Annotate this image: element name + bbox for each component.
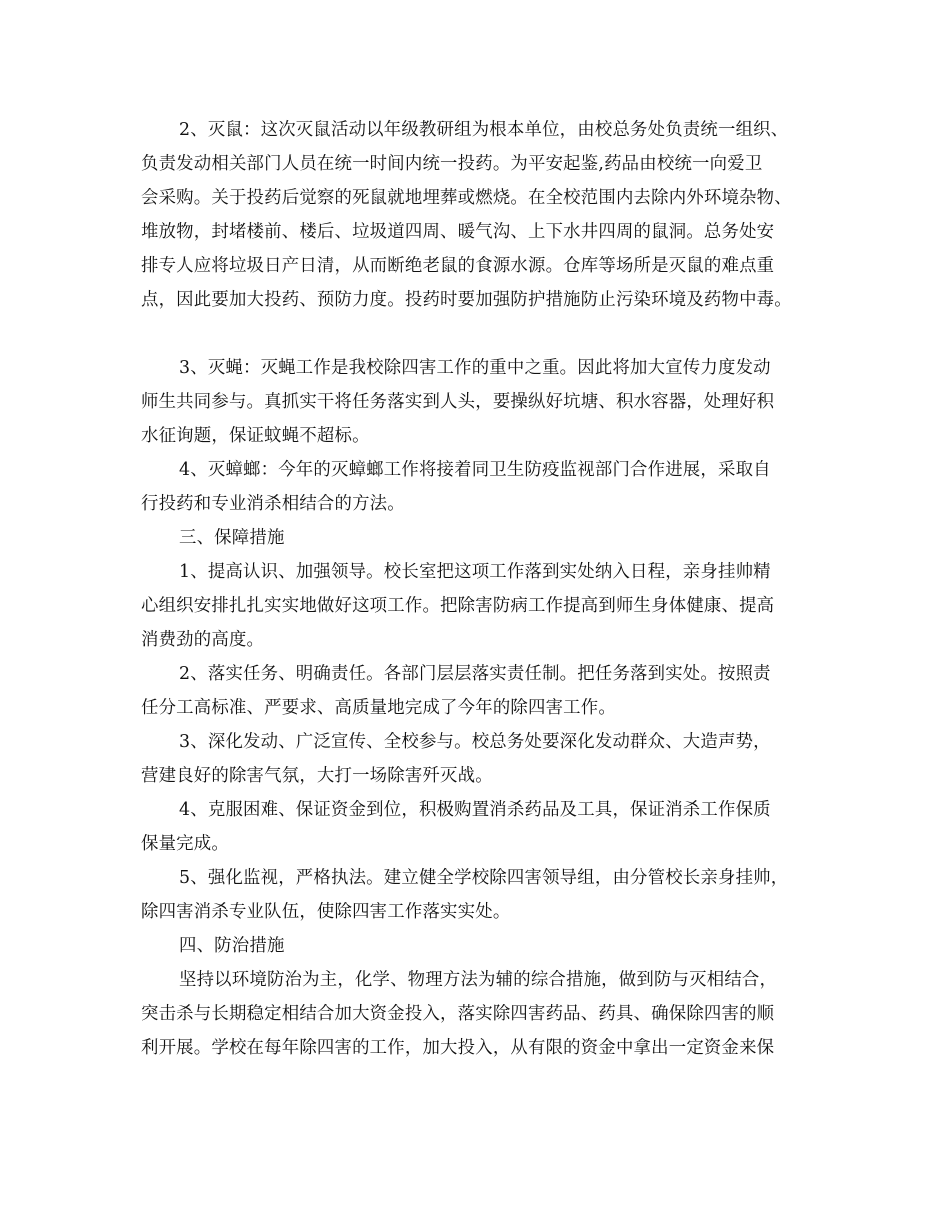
text-line: 营建良好的除害气氛，大打一场除害歼灭战。 <box>141 766 493 786</box>
text-line: 4、克服困难、保证资金到位，积极购置消杀药品及工具，保证消杀工作保质 <box>179 800 771 820</box>
section-heading: 三、保障措施 <box>179 528 285 548</box>
text-line: 保量完成。 <box>141 834 229 854</box>
text-line: 点，因此要加大投药、预防力度。投药时要加强防护措施防止污染环境及药物中毒。 <box>141 290 792 310</box>
text-line: 3、灭蝇：灭蝇工作是我校除四害工作的重中之重。因此将加大宣传力度发动 <box>179 358 771 378</box>
text-line: 任分工高标准、严要求、高质量地完成了今年的除四害工作。 <box>141 698 616 718</box>
text-line: 堆放物，封堵楼前、楼后、垃圾道四周、暖气沟、上下水井四周的鼠洞。总务处安 <box>141 222 775 242</box>
text-line: 1、提高认识、加强领导。校长室把这项工作落到实处纳入日程，亲身挂帅精 <box>179 562 771 582</box>
text-line: 心组织安排扎扎实实地做好这项工作。把除害防病工作提高到师生身体健康、提高 <box>141 596 775 616</box>
text-line: 4、灭蟑螂：今年的灭蟑螂工作将接着同卫生防疫监视部门合作进展，采取自 <box>179 460 771 480</box>
section-heading: 四、防治措施 <box>179 936 285 956</box>
text-line: 师生共同参与。真抓实干将任务落实到人头，要操纵好坑塘、积水容器，处理好积 <box>141 392 775 412</box>
text-line: 行投药和专业消杀相结合的方法。 <box>141 494 405 514</box>
text-line: 突击杀与长期稳定相结合加大资金投入，落实除四害药品、药具、确保除四害的顺 <box>141 1004 775 1024</box>
text-line: 坚持以环境防治为主，化学、物理方法为辅的综合措施，做到防与灭相结合， <box>179 970 778 990</box>
text-line: 2、落实任务、明确责任。各部门层层落实责任制。把任务落到实处。按照责 <box>179 664 771 684</box>
text-line: 3、深化发动、广泛宣传、全校参与。校总务处要深化发动群众、大造声势， <box>179 732 771 752</box>
text-line: 水征询题，保证蚊蝇不超标。 <box>141 426 370 446</box>
text-line: 2、灭鼠：这次灭鼠活动以年级教研组为根本单位，由校总务处负责统一组织、 <box>179 120 789 140</box>
text-line: 消费劲的高度。 <box>141 630 265 650</box>
text-line: 利开展。学校在每年除四害的工作，加大投入，从有限的资金中拿出一定资金来保 <box>141 1038 775 1058</box>
text-line: 除四害消杀专业队伍，使除四害工作落实实处。 <box>141 902 511 922</box>
text-line: 5、强化监视，严格执法。建立健全学校除四害领导组，由分管校长亲身挂帅， <box>179 868 789 888</box>
text-line: 会采购。关于投药后觉察的死鼠就地埋葬或燃烧。在全校范围内去除内外环境杂物、 <box>141 188 792 208</box>
text-line: 负责发动相关部门人员在统一时间内统一投药。为平安起鉴,药品由校统一向爱卫 <box>141 154 763 174</box>
text-line: 排专人应将垃圾日产日清，从而断绝老鼠的食源水源。仓库等场所是灭鼠的难点重 <box>141 256 775 276</box>
